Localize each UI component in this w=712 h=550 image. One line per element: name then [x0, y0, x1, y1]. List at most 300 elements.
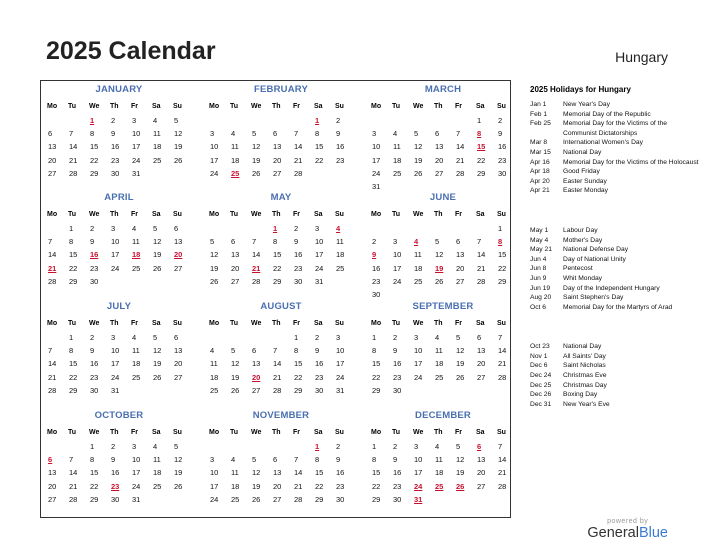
day-cell: 28 [294, 168, 303, 178]
day-cell: 30 [336, 494, 345, 504]
month-july [45, 300, 193, 397]
day-cell: 1 [372, 442, 377, 451]
holiday-day-cell[interactable]: 1 [315, 442, 320, 451]
day-cell: 3 [414, 333, 419, 342]
day-cell: 2 [393, 333, 398, 342]
day-cell: 26 [252, 168, 261, 178]
empty-cell [45, 222, 66, 235]
day-cell: 8 [372, 346, 377, 356]
holiday-name: Saint Nicholas [563, 362, 606, 370]
weekday-header: Su [335, 211, 344, 218]
day-cell: 7 [498, 333, 503, 342]
holiday-day-cell[interactable]: 26 [456, 481, 465, 491]
weekday-header: Tu [230, 429, 239, 436]
weekday-header: Fr [131, 320, 138, 327]
day-cell: 7 [69, 455, 74, 465]
holiday-day-cell[interactable]: 4 [414, 237, 419, 247]
weekday-header: Su [497, 211, 506, 218]
day-cell: 22 [315, 481, 324, 491]
day-cell: 6 [252, 346, 257, 356]
day-cell: 14 [498, 346, 507, 356]
day-cell: 14 [48, 359, 57, 369]
holiday-day-cell[interactable]: 4 [336, 224, 341, 233]
day-cell: 24 [414, 372, 423, 382]
holiday-date: May 1 [530, 226, 549, 234]
holiday-day-cell[interactable]: 16 [90, 250, 99, 260]
day-cell: 9 [336, 129, 341, 139]
month-december [369, 409, 517, 506]
day-cell: 16 [315, 359, 324, 369]
weekday-header: Sa [476, 320, 485, 327]
holiday-day-cell[interactable]: 21 [252, 263, 261, 273]
day-cell: 17 [210, 155, 219, 165]
day-cell: 2 [498, 116, 503, 125]
day-cell: 28 [69, 494, 78, 504]
month-january [45, 83, 193, 180]
holiday-date: Mar 15 [530, 148, 551, 156]
day-cell: 14 [273, 359, 282, 369]
day-cell: 31 [132, 494, 141, 504]
day-cell: 30 [315, 385, 324, 395]
holiday-name: Memorial Day for the Victims of the Holocaust [563, 158, 699, 166]
day-cell: 14 [294, 468, 303, 478]
day-cell: 22 [90, 481, 99, 491]
holiday-item [530, 167, 700, 177]
holiday-date: Dec 26 [530, 391, 552, 399]
day-cell: 23 [90, 372, 99, 382]
day-cell: 18 [153, 468, 162, 478]
month-name: MAY [270, 192, 292, 203]
day-cell: 4 [132, 224, 137, 233]
day-cell: 15 [69, 359, 78, 369]
day-cell: 17 [372, 155, 381, 165]
weekday-header: Tu [392, 320, 401, 327]
day-cell: 29 [90, 494, 99, 504]
day-cell: 4 [435, 333, 440, 342]
month-grid [207, 317, 355, 397]
month-grid [369, 100, 517, 193]
day-cell: 6 [174, 224, 179, 233]
day-cell: 31 [336, 385, 345, 395]
day-cell: 3 [336, 333, 341, 342]
holiday-date: Feb 25 [530, 120, 551, 128]
day-cell: 10 [210, 468, 219, 478]
day-cell: 27 [174, 263, 183, 273]
weekday-header: Fr [455, 211, 462, 218]
day-cell: 19 [252, 481, 261, 491]
brand-name [587, 525, 668, 541]
day-cell: 1 [477, 116, 482, 125]
holiday-item [530, 177, 700, 187]
day-cell: 25 [210, 385, 219, 395]
day-cell: 12 [435, 250, 444, 260]
holiday-name: Memorial Day of the Republic [563, 110, 651, 118]
day-cell: 7 [477, 237, 482, 247]
holiday-date: Dec 6 [530, 362, 548, 370]
day-cell: 22 [90, 155, 99, 165]
weekday-header: Mo [47, 103, 58, 110]
holiday-name: International Women's Day [563, 139, 643, 147]
day-cell: 13 [231, 250, 240, 260]
day-cell: 22 [372, 481, 381, 491]
day-cell: 5 [456, 442, 461, 451]
day-cell: 3 [111, 224, 116, 233]
day-cell: 30 [90, 276, 99, 286]
day-cell: 5 [153, 224, 158, 233]
holiday-name: Christmas Eve [563, 372, 607, 380]
holiday-day-cell[interactable]: 25 [435, 481, 444, 491]
day-cell: 27 [273, 168, 282, 178]
day-cell: 18 [336, 250, 345, 260]
day-cell: 19 [210, 263, 219, 273]
holiday-day-cell[interactable]: 1 [315, 116, 320, 125]
day-cell: 21 [294, 481, 303, 491]
day-cell: 4 [153, 116, 158, 125]
day-cell: 8 [315, 455, 320, 465]
day-cell: 28 [48, 276, 57, 286]
holiday-item [530, 245, 700, 255]
day-cell: 5 [210, 237, 215, 247]
holiday-item [530, 361, 700, 371]
day-cell: 29 [372, 385, 381, 395]
day-cell: 27 [252, 385, 261, 395]
holiday-day-cell[interactable]: 18 [132, 250, 141, 260]
day-cell: 24 [210, 168, 219, 178]
day-cell: 30 [498, 168, 507, 178]
holiday-name: Boxing Day [563, 391, 598, 399]
holiday-date: Apr 18 [530, 168, 550, 176]
empty-cell [270, 114, 291, 127]
day-cell: 17 [336, 359, 345, 369]
empty-cell [249, 331, 270, 344]
weekday-header: Th [110, 103, 119, 110]
day-cell: 30 [111, 168, 120, 178]
day-cell: 20 [435, 155, 444, 165]
day-cell: 28 [477, 276, 486, 286]
weekday-header: Su [497, 103, 506, 110]
day-cell: 17 [132, 142, 141, 152]
month-grid [369, 426, 517, 506]
weekday-header: We [89, 103, 100, 110]
day-cell: 26 [174, 481, 183, 491]
day-cell: 18 [132, 359, 141, 369]
day-cell: 26 [456, 372, 465, 382]
day-cell: 26 [153, 372, 162, 382]
day-cell: 22 [294, 372, 303, 382]
empty-cell [291, 440, 312, 453]
day-cell: 10 [414, 455, 423, 465]
month-september [369, 300, 517, 397]
day-cell: 2 [336, 442, 341, 451]
weekday-header: Tu [230, 103, 239, 110]
weekday-header: Fr [455, 103, 462, 110]
holiday-date: Mar 8 [530, 139, 548, 147]
holiday-day-cell[interactable]: 24 [414, 481, 423, 491]
holiday-item [530, 400, 700, 410]
day-cell: 4 [435, 442, 440, 451]
day-cell: 19 [153, 359, 162, 369]
day-cell: 25 [414, 276, 423, 286]
holiday-group [530, 100, 700, 196]
weekday-header: Th [434, 320, 443, 327]
weekday-header: Fr [293, 103, 300, 110]
day-cell: 21 [477, 263, 486, 273]
holiday-item [530, 186, 700, 196]
weekday-header: Tu [392, 103, 401, 110]
day-cell: 11 [153, 129, 161, 139]
holiday-item [530, 352, 700, 362]
day-cell: 13 [48, 142, 57, 152]
day-cell: 30 [393, 494, 402, 504]
day-cell: 10 [132, 129, 141, 139]
holiday-day-cell[interactable]: 19 [435, 263, 444, 273]
day-cell: 25 [132, 263, 141, 273]
weekday-header: Th [434, 211, 443, 218]
day-cell: 17 [315, 250, 324, 260]
day-cell: 19 [252, 155, 261, 165]
weekday-header: Mo [371, 211, 382, 218]
day-cell: 24 [336, 372, 345, 382]
weekday-header: Fr [455, 320, 462, 327]
day-cell: 20 [456, 263, 465, 273]
day-cell: 1 [498, 224, 503, 233]
day-cell: 12 [414, 142, 423, 152]
holiday-day-cell[interactable]: 1 [273, 224, 278, 233]
holiday-item [530, 284, 700, 294]
brand-logo[interactable] [587, 518, 668, 541]
day-cell: 19 [231, 372, 240, 382]
holiday-day-cell[interactable]: 20 [252, 372, 261, 382]
brand-name-part2: Blue [638, 525, 668, 541]
month-grid [207, 208, 355, 288]
holiday-item [530, 148, 700, 158]
empty-cell [411, 114, 432, 127]
holiday-day-cell[interactable]: 9 [372, 250, 377, 260]
day-cell: 13 [48, 468, 57, 478]
day-cell: 13 [456, 250, 465, 260]
holiday-day-cell[interactable]: 6 [477, 442, 482, 451]
empty-cell [270, 331, 291, 344]
weekday-header: Mo [209, 320, 220, 327]
day-cell: 11 [210, 359, 218, 369]
day-cell: 6 [48, 129, 53, 139]
day-cell: 14 [294, 142, 303, 152]
day-cell: 2 [111, 116, 116, 125]
empty-cell [432, 114, 453, 127]
holiday-item [530, 255, 700, 265]
holiday-day-cell[interactable]: 21 [48, 263, 57, 273]
weekday-header: We [413, 211, 424, 218]
day-cell: 3 [132, 116, 137, 125]
holiday-day-cell[interactable]: 1 [90, 116, 95, 125]
day-cell: 16 [336, 142, 345, 152]
weekday-header: Tu [68, 320, 77, 327]
day-cell: 16 [294, 250, 303, 260]
day-cell: 29 [294, 385, 303, 395]
day-cell: 27 [456, 276, 465, 286]
day-cell: 2 [336, 116, 341, 125]
day-cell: 4 [231, 455, 236, 465]
day-cell: 23 [393, 372, 402, 382]
month-grid [207, 100, 355, 180]
day-cell: 6 [456, 237, 461, 247]
holiday-day-cell[interactable]: 6 [48, 455, 53, 465]
day-cell: 31 [132, 168, 141, 178]
weekday-header: Th [110, 320, 119, 327]
day-cell: 2 [372, 237, 377, 247]
day-cell: 24 [315, 263, 324, 273]
holiday-item [530, 236, 700, 246]
day-cell: 15 [372, 468, 381, 478]
day-cell: 25 [132, 372, 141, 382]
month-grid [369, 317, 517, 397]
day-cell: 13 [477, 346, 486, 356]
holiday-name: Whit Monday [563, 274, 603, 282]
day-cell: 13 [174, 346, 183, 356]
day-cell: 20 [477, 468, 486, 478]
empty-cell [369, 114, 390, 127]
day-cell: 2 [315, 333, 320, 342]
day-cell: 13 [174, 237, 183, 247]
day-cell: 12 [153, 346, 162, 356]
day-cell: 4 [153, 442, 158, 451]
day-cell: 7 [498, 442, 503, 451]
day-cell: 29 [477, 168, 486, 178]
empty-cell [249, 114, 270, 127]
empty-cell [369, 222, 390, 235]
weekday-header: We [89, 211, 100, 218]
day-cell: 5 [231, 346, 236, 356]
month-february [207, 83, 355, 180]
day-cell: 26 [153, 263, 162, 273]
day-cell: 29 [90, 168, 99, 178]
weekday-header: Sa [152, 211, 161, 218]
powered-by-label: powered by [607, 518, 649, 525]
day-cell: 24 [393, 276, 402, 286]
day-cell: 12 [210, 250, 219, 260]
holiday-day-cell[interactable]: 15 [477, 142, 486, 152]
day-cell: 24 [210, 494, 219, 504]
weekday-header: Th [110, 429, 119, 436]
day-cell: 28 [294, 494, 303, 504]
holiday-name: All Saints' Day [563, 352, 606, 360]
holiday-date: Feb 1 [530, 110, 548, 118]
day-cell: 4 [132, 333, 137, 342]
day-cell: 6 [435, 129, 440, 139]
day-cell: 19 [456, 468, 465, 478]
holiday-day-cell[interactable]: 23 [111, 481, 120, 491]
holiday-group [530, 226, 700, 312]
day-cell: 15 [498, 250, 507, 260]
weekday-header: Th [272, 320, 281, 327]
weekday-header: Sa [152, 429, 161, 436]
day-cell: 14 [69, 468, 78, 478]
day-cell: 26 [231, 385, 240, 395]
day-cell: 6 [174, 333, 179, 342]
weekday-header: Fr [131, 211, 138, 218]
holiday-item [530, 303, 700, 313]
holiday-day-cell[interactable]: 8 [498, 237, 503, 247]
day-cell: 25 [231, 494, 240, 504]
day-cell: 14 [48, 250, 57, 260]
brand-name-part1: General [587, 525, 639, 541]
day-cell: 18 [393, 155, 402, 165]
empty-cell [474, 222, 495, 235]
holiday-day-cell[interactable]: 20 [174, 250, 183, 260]
day-cell: 19 [456, 359, 465, 369]
day-cell: 24 [132, 155, 141, 165]
holiday-day-cell[interactable]: 25 [231, 168, 240, 178]
month-grid [45, 208, 193, 288]
day-cell: 22 [273, 263, 282, 273]
holiday-item [530, 342, 700, 352]
day-cell: 9 [393, 455, 398, 465]
day-cell: 15 [69, 250, 78, 260]
day-cell: 23 [336, 155, 345, 165]
holiday-item [530, 119, 700, 138]
day-cell: 14 [498, 455, 507, 465]
day-cell: 30 [294, 276, 303, 286]
day-cell: 9 [90, 237, 95, 247]
day-cell: 18 [231, 481, 240, 491]
day-cell: 24 [111, 263, 120, 273]
weekday-header: Mo [371, 429, 382, 436]
day-cell: 20 [174, 359, 183, 369]
day-cell: 19 [174, 468, 183, 478]
day-cell: 16 [90, 359, 99, 369]
empty-cell [207, 222, 228, 235]
holiday-day-cell[interactable]: 31 [414, 494, 423, 504]
day-cell: 3 [210, 129, 215, 139]
day-cell: 3 [393, 237, 398, 247]
day-cell: 16 [393, 359, 402, 369]
day-cell: 9 [111, 129, 116, 139]
day-cell: 16 [393, 468, 402, 478]
day-cell: 21 [456, 155, 465, 165]
day-cell: 10 [111, 237, 120, 247]
day-cell: 16 [336, 468, 345, 478]
day-cell: 22 [69, 372, 78, 382]
day-cell: 22 [69, 263, 78, 273]
weekday-header: Sa [314, 103, 323, 110]
weekday-header: Tu [230, 320, 239, 327]
holiday-day-cell[interactable]: 8 [477, 129, 482, 139]
empty-cell [207, 114, 228, 127]
empty-cell [45, 440, 66, 453]
month-grid [207, 426, 355, 506]
day-cell: 7 [456, 129, 461, 139]
day-cell: 2 [393, 442, 398, 451]
day-cell: 17 [111, 359, 120, 369]
day-cell: 22 [372, 372, 381, 382]
day-cell: 27 [48, 494, 57, 504]
holiday-date: Apr 21 [530, 187, 550, 195]
weekday-header: Mo [47, 429, 58, 436]
holidays-panel [530, 85, 700, 439]
day-cell: 13 [435, 142, 444, 152]
day-cell: 16 [111, 468, 120, 478]
day-cell: 13 [477, 455, 486, 465]
weekday-header: Su [173, 103, 182, 110]
weekday-header: Mo [47, 211, 58, 218]
day-cell: 31 [315, 276, 324, 286]
day-cell: 21 [498, 359, 507, 369]
weekday-header: Th [272, 429, 281, 436]
month-june [369, 191, 517, 301]
day-cell: 29 [372, 494, 381, 504]
weekday-header: We [413, 320, 424, 327]
empty-cell [207, 331, 228, 344]
